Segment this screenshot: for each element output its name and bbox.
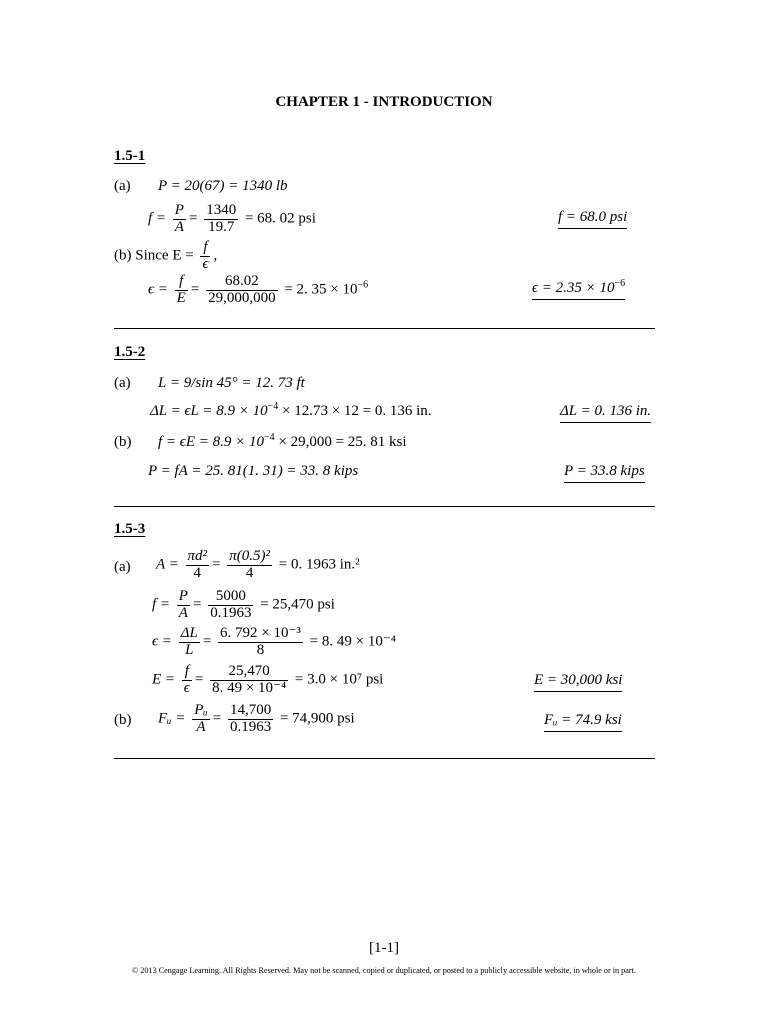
lhs: f = bbox=[152, 596, 171, 613]
chapter-title: CHAPTER 1 - INTRODUCTION bbox=[275, 94, 493, 110]
answer-text: ΔL = 0. 136 in. bbox=[560, 403, 652, 419]
label-a: (a) bbox=[114, 375, 131, 391]
numerator: 68.02 bbox=[206, 274, 278, 291]
answer-text: ϵ = 2.35 × 10 bbox=[532, 280, 615, 296]
equation-stress: f = $\frac{P}{A}$ = $\frac{5000}{0.1963}$ = 25,470 psi bbox=[152, 588, 335, 621]
equation-ultimate: Fᵤ = $\frac{\text{Pᵤ}}{A}$ = $\frac{14,700}{0.1963}$ = 74,900 psi bbox=[158, 702, 355, 735]
denominator: A bbox=[178, 604, 188, 621]
equation-text: L = 9/sin 45° = 12. 73 ft bbox=[158, 375, 305, 391]
lhs: A = bbox=[156, 556, 179, 573]
numerator: πd² bbox=[187, 548, 208, 564]
equation-text: × 29,000 = 25. 81 ksi bbox=[278, 434, 407, 450]
since-text: (b) Since E = bbox=[114, 247, 194, 264]
equation-area: A = $\frac{\text{πd²}}{4}$ = $\frac{\text{π(0.5)²}}{4}$ = 0. 1963 in.² bbox=[156, 548, 360, 581]
label-a: (a) bbox=[114, 178, 131, 194]
fraction bbox=[206, 274, 278, 307]
denominator: 4 bbox=[245, 564, 254, 581]
equation-since: (b) Since E = $\frac{f}{\epsilon}$ , bbox=[114, 239, 218, 272]
section-heading-1-5-2: 1.5-2 bbox=[114, 344, 146, 360]
denominator: 29,000,000 bbox=[208, 289, 276, 306]
fraction bbox=[208, 589, 253, 622]
result: = 0. 1963 in.² bbox=[278, 556, 360, 573]
answer-text: f = 68.0 psi bbox=[558, 209, 628, 225]
equation-stress: f = $\frac{P}{A}$ = $\frac{1340}{19.7}$ = 68. 02 psi bbox=[148, 202, 316, 235]
fraction bbox=[182, 664, 192, 697]
equation-load bbox=[158, 178, 288, 195]
divider bbox=[114, 758, 655, 759]
fraction bbox=[175, 274, 188, 307]
fraction bbox=[210, 664, 288, 697]
numerator: 14,700 bbox=[229, 702, 272, 718]
numerator: 6. 792 × 10⁻³ bbox=[220, 625, 301, 641]
lhs: Fᵤ = bbox=[158, 710, 186, 727]
denominator: 8. 49 × 10⁻⁴ bbox=[212, 679, 287, 696]
equation-force bbox=[148, 463, 358, 480]
numerator: 25,470 bbox=[210, 664, 288, 681]
denominator: 0.1963 bbox=[210, 604, 252, 621]
numerator: f bbox=[184, 663, 189, 679]
fraction bbox=[204, 203, 238, 236]
exponent: −6 bbox=[357, 279, 369, 291]
fraction bbox=[228, 703, 273, 736]
lhs: f = bbox=[148, 210, 167, 227]
answer-force bbox=[564, 463, 645, 483]
denominator: 4 bbox=[193, 564, 202, 581]
numerator: Pᵤ bbox=[194, 702, 208, 718]
answer-ultimate bbox=[544, 712, 622, 732]
answer-elongation bbox=[560, 403, 651, 423]
fraction bbox=[192, 703, 210, 736]
divider bbox=[114, 328, 655, 329]
divider bbox=[114, 506, 655, 507]
equation-modulus: E = $\frac{f}{\epsilon}$ = $\frac{25,470}{\text{8. 49 × 10⁻⁴}}$ = 3.0 × 10⁷ psi bbox=[152, 663, 384, 696]
exponent: −4 bbox=[267, 401, 279, 412]
denominator: ϵ bbox=[183, 679, 190, 696]
result: = 3.0 × 10⁷ psi bbox=[294, 671, 384, 688]
numerator: 5000 bbox=[208, 589, 253, 606]
equation-text: P = fA = 25. 81(1. 31) = 33. 8 kips bbox=[148, 463, 359, 479]
denominator: ϵ bbox=[202, 255, 209, 272]
denominator: L bbox=[185, 641, 194, 658]
answer-text: E = 30,000 ksi bbox=[534, 672, 623, 688]
equation-text: P = 20(67) = 1340 lb bbox=[158, 178, 288, 194]
section-heading-1-5-1: 1.5-1 bbox=[114, 148, 146, 164]
lhs: E = bbox=[152, 671, 176, 688]
equation-elongation bbox=[150, 403, 432, 420]
equation-length bbox=[158, 375, 305, 392]
denominator: 19.7 bbox=[208, 218, 235, 235]
result: = 74,900 psi bbox=[279, 710, 355, 727]
result: = 2. 35 × 10 bbox=[284, 281, 358, 298]
fraction bbox=[200, 240, 210, 273]
answer-strain bbox=[532, 280, 625, 300]
lhs: ϵ = bbox=[152, 633, 172, 650]
result: = 25,470 psi bbox=[260, 596, 335, 613]
label-b: (b) bbox=[114, 712, 132, 728]
fraction bbox=[179, 626, 200, 659]
denominator: A bbox=[196, 718, 206, 735]
copyright-notice: © 2013 Cengage Learning. All Rights Reserved. May not be scanned, copied or duplicated, or posted to a publicly accessible website, in whole or in part. bbox=[132, 966, 636, 975]
label-a: (a) bbox=[114, 559, 131, 575]
lhs: ϵ = bbox=[148, 281, 168, 298]
numerator: f bbox=[203, 239, 208, 255]
page-number: [1-1] bbox=[369, 940, 399, 956]
result: = 8. 49 × 10⁻⁴ bbox=[309, 633, 396, 650]
exponent: −6 bbox=[614, 278, 626, 289]
section-heading-1-5-3: 1.5-3 bbox=[114, 521, 146, 537]
answer-text: Fᵤ = 74.9 ksi bbox=[544, 712, 622, 728]
fraction bbox=[177, 589, 190, 622]
equation-text: f = ϵE = 8.9 × 10 bbox=[158, 434, 264, 450]
numerator: P bbox=[174, 202, 184, 218]
numerator: 1340 bbox=[206, 202, 237, 218]
numerator: ΔL bbox=[180, 625, 198, 641]
equation-stress bbox=[158, 434, 407, 451]
answer-text: P = 33.8 kips bbox=[564, 463, 645, 479]
denominator: A bbox=[174, 218, 184, 235]
fraction bbox=[186, 549, 210, 582]
equation-text: × 12.73 × 12 = 0. 136 in. bbox=[282, 403, 432, 419]
denominator: E bbox=[176, 289, 186, 306]
label-b: (b) bbox=[114, 434, 132, 450]
numerator: f bbox=[179, 273, 184, 289]
equation-strain: ϵ = $\frac{f}{E}$ = $\frac{68.02}{29,000,000}$ = 2. $35 \times 10^{-6}$ bbox=[148, 273, 369, 306]
answer-modulus bbox=[534, 672, 622, 692]
fraction bbox=[218, 626, 303, 659]
denominator: 0.1963 bbox=[229, 718, 272, 735]
fraction bbox=[173, 203, 186, 236]
numerator: π(0.5)² bbox=[229, 548, 271, 564]
equation-strain: ϵ = $\frac{\Delta L}{L}$ = $\frac{\text{6. 792 × 10⁻³}}{8}$ = 8. 49 × 10⁻⁴ bbox=[152, 625, 396, 658]
exponent: −4 bbox=[264, 432, 275, 443]
equation-text: ΔL = ϵL = 8.9 × 10 bbox=[150, 403, 268, 419]
fraction bbox=[227, 549, 272, 582]
denominator: 8 bbox=[256, 641, 265, 658]
answer-stress bbox=[558, 209, 627, 229]
result: = 68. 02 psi bbox=[244, 210, 316, 227]
numerator: P bbox=[178, 588, 188, 604]
